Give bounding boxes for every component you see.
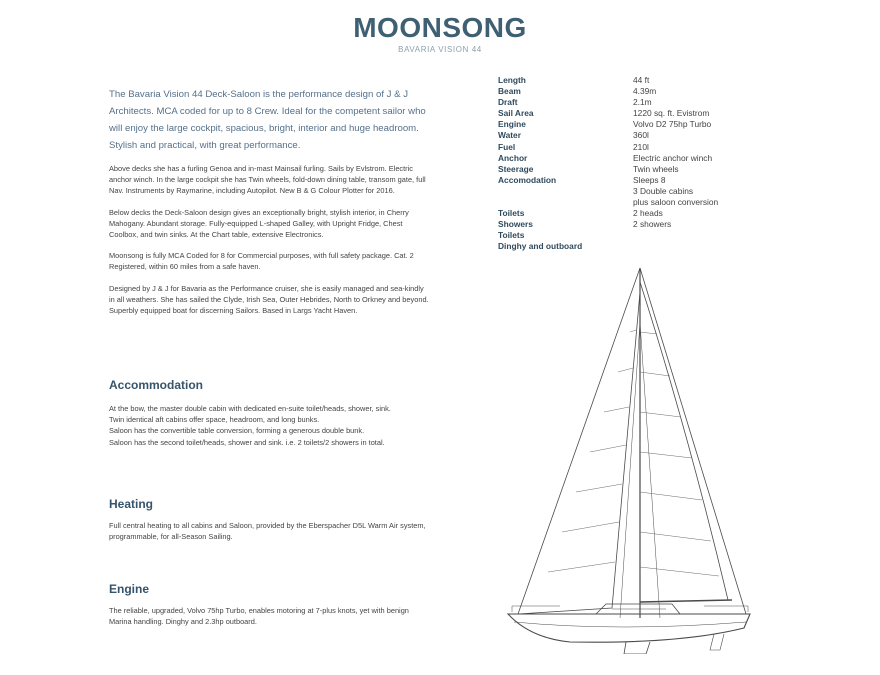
- spec-label: Engine: [498, 119, 526, 130]
- spec-value: 2 showers: [633, 219, 672, 230]
- page-title: MOONSONG: [353, 12, 527, 43]
- spec-value: Sleeps 8: [633, 174, 666, 185]
- spec-row: [498, 241, 758, 252]
- spec-value: Twin wheels: [633, 163, 679, 174]
- spec-label: Toilets: [498, 208, 525, 219]
- description-paragraph: Above decks she has a furling Genoa and in-mast Mainsail furling. Sails by Evlstrom. Electric anchor winch. In the large cockpit she has Twin wheels, fold-down dining table, transom gate, full Nav. Instruments by Raymarine, including Autopilot. New B & G Colour Plotter for 2016.: [109, 164, 426, 196]
- accommodation-line: Saloon has the convertible table conversion, forming a generous double bunk.: [109, 426, 365, 436]
- spec-label: Draft: [498, 97, 518, 108]
- description-paragraph: Designed by J & J for Bavaria as the Performance cruiser, she is easily managed and sea-kindly in all weathers. She has sailed the Clyde, Irish Sea, Outer Hebrides, North to Orkney and beyond. Superbly equipped boat for discerning Sailors. Based in Largs Yacht Haven.: [109, 283, 429, 316]
- spec-row: [498, 230, 758, 241]
- spec-label: [498, 197, 633, 208]
- spec-value: 4.39m: [633, 86, 657, 97]
- heating-text: Full central heating to all cabins and Saloon, provided by the Eberspacher D5L Warm Air system, programmable, for all-Season Sailing.: [109, 521, 426, 542]
- description-paragraph: Below decks the Deck-Saloon design gives an exceptionally bright, stylish interior, in Cherry Mahogany. Abundant storage. Fully-equipped L-shaped Galley, with Upright Fridge, Chest Coolbox, and twin sinks. At the Chart table, extensive Electronics.: [109, 207, 409, 240]
- spec-label: Fuel: [498, 141, 516, 152]
- accommodation-section: [109, 403, 431, 448]
- spec-value: Electric anchor winch: [633, 152, 713, 163]
- spec-label: Showers: [498, 219, 533, 230]
- spec-label: [498, 186, 633, 197]
- spec-row: [498, 142, 758, 153]
- spec-row: [498, 186, 758, 197]
- spec-row: [498, 97, 758, 108]
- spec-value: 360l: [633, 130, 649, 141]
- accommodation-line: At the bow, the master double cabin with dedicated en-suite toilet/heads, shower, sink.: [109, 404, 391, 413]
- spec-value: 44 ft: [633, 75, 650, 85]
- intro-paragraph: The Bavaria Vision 44 Deck-Saloon is the performance design of J & J Architects. MCA coded for up to 8 Crew. Ideal for the competent sailor who will enjoy the large cockpit, spacious, bright, interior and huge headroom. Stylish and practical, with great performance.: [109, 89, 426, 151]
- spec-row: [498, 197, 758, 208]
- spec-table: [498, 75, 758, 253]
- spec-label: Steerage: [498, 163, 534, 174]
- spec-value: Volvo D2 75hp Turbo: [633, 119, 712, 130]
- heating-heading: Heating: [109, 497, 154, 511]
- engine-text: The reliable, upgraded, Volvo 75hp Turbo, enables motoring at 7-plus knots, yet with benign Marina handling. Dinghy and 2.3hp outboard.: [109, 606, 409, 627]
- spec-row: [498, 119, 758, 130]
- spec-label: Toilets: [498, 230, 525, 241]
- spec-row: [498, 175, 758, 186]
- spec-value: 210l: [633, 141, 649, 152]
- spec-label: Sail Area: [498, 108, 534, 119]
- description-column: [109, 86, 431, 326]
- spec-row: [498, 130, 758, 141]
- page-subtitle: BAVARIA VISION 44: [398, 45, 482, 54]
- spec-row: [498, 208, 758, 219]
- spec-row: [498, 86, 758, 97]
- spec-row: [498, 164, 758, 175]
- spec-label: Dinghy and outboard: [498, 241, 583, 252]
- spec-label: Water: [498, 130, 521, 141]
- accommodation-line: Twin identical aft cabins offer space, headroom, and long bunks.: [109, 415, 320, 425]
- accommodation-heading: Accommodation: [109, 378, 204, 392]
- spec-row: [498, 75, 758, 86]
- accommodation-line: Saloon has the second toilet/heads, shower and sink. i.e. 2 toilets/2 showers in total.: [109, 437, 385, 447]
- spec-label: Anchor: [498, 152, 528, 163]
- spec-row: [498, 153, 758, 164]
- engine-heading: Engine: [109, 582, 150, 596]
- spec-value: 1220 sq. ft. Evistrom: [633, 108, 710, 119]
- spec-value: 2.1m: [633, 97, 652, 108]
- spec-value: 2 heads: [633, 208, 663, 219]
- spec-row: [498, 219, 758, 230]
- spec-label: Beam: [498, 86, 521, 97]
- description-paragraph: Moonsong is fully MCA Coded for 8 for Commercial purposes, with full safety package. Cat. 2 Registered, within 60 miles from a safe haven.: [109, 251, 414, 272]
- spec-row: [498, 108, 758, 119]
- spec-value: 3 Double cabins: [633, 185, 694, 196]
- spec-label: Length: [498, 75, 526, 85]
- sailboat-drawing-icon: [500, 262, 760, 654]
- spec-label: Accomodation: [498, 174, 557, 185]
- spec-value: plus saloon conversion: [633, 197, 719, 208]
